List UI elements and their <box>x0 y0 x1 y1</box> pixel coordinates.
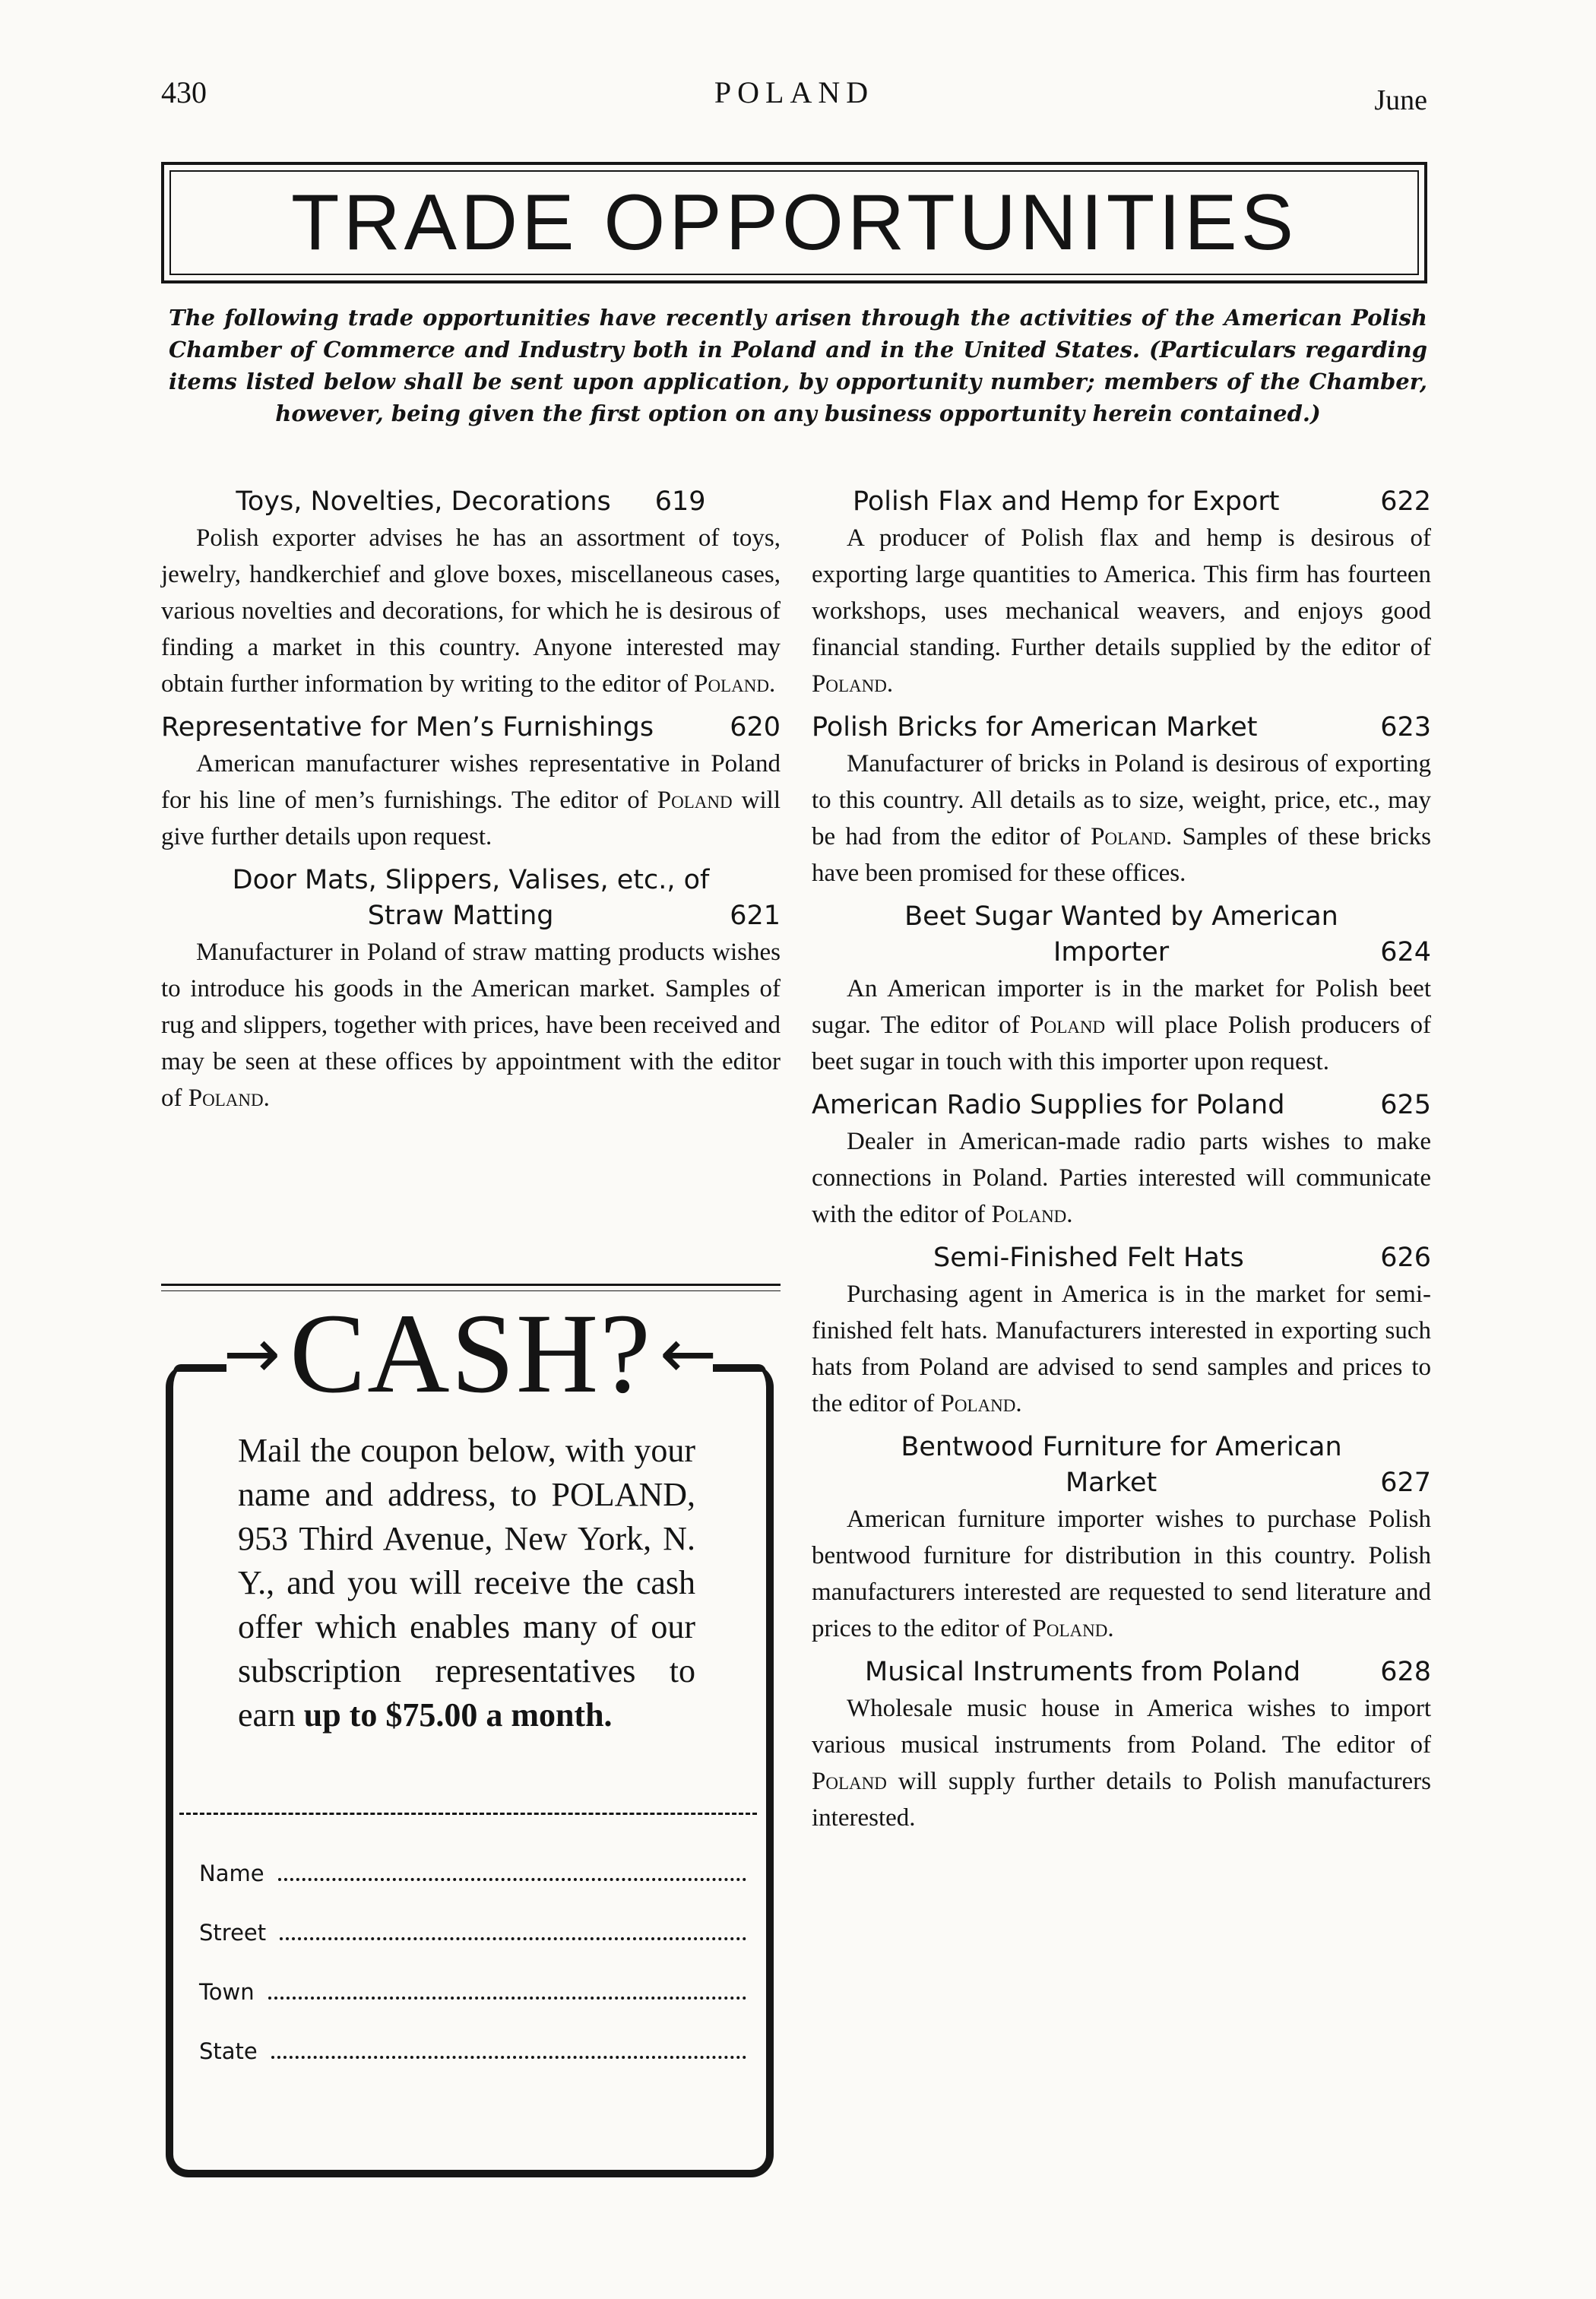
poland-name: Poland <box>657 787 733 814</box>
body-text-end: will supply further details to Polish manufacturers interested. <box>812 1768 1431 1832</box>
opportunity-body <box>812 1123 1431 1233</box>
poland-name: Poland <box>991 1201 1067 1228</box>
coupon-fill-line[interactable] <box>271 2041 746 2059</box>
body-text-end: . Samples of these bricks have been promised for these offices. <box>812 823 1431 887</box>
opportunity-heading <box>161 484 781 520</box>
ad-copy-emphasis: up to $75.00 a month. <box>303 1696 613 1734</box>
coupon-fill-line[interactable] <box>268 1981 746 2000</box>
body-text-end: . <box>1066 1201 1073 1228</box>
poland-name: Poland <box>1091 823 1167 850</box>
body-text: Manufacturer in Poland of straw matting products wishes to introduce his goods in the American market. Samples of rug and slippers, together with prices, have been received and may be seen at these offices by appointment with the editor of <box>161 939 781 1112</box>
opportunity-619 <box>161 484 781 702</box>
opportunity-title-line1: Door Mats, Slippers, Valises, etc., of <box>232 865 710 895</box>
body-text: Purchasing agent in America is in the market for semi-finished felt hats. Manufacturers interested in exporting such hats from Poland are advised to send samples and prices to the editor of <box>812 1281 1431 1417</box>
poland-name: Poland <box>1032 1615 1108 1642</box>
opportunity-heading <box>812 899 1431 971</box>
poland-name: Poland <box>812 1768 887 1795</box>
opportunity-number: 619 <box>654 486 706 517</box>
opportunity-title: Representative for Men’s Furnishings <box>161 712 654 743</box>
running-header <box>161 74 1427 120</box>
opportunity-625 <box>812 1088 1431 1233</box>
opportunity-heading <box>812 484 1431 520</box>
coupon-field-label: State <box>199 2038 258 2064</box>
opportunity-title-line1: Beet Sugar Wanted by American <box>904 901 1338 932</box>
ad-copy <box>238 1429 695 1737</box>
opportunity-title-line2: Straw Matting <box>367 901 554 931</box>
coupon-fill-line[interactable] <box>280 1922 746 1940</box>
body-text: An American importer is in the market for Polish beet sugar. The editor of <box>812 975 1431 1039</box>
poland-name: Poland <box>694 670 769 698</box>
poland-name: Poland <box>188 1085 264 1112</box>
coupon-field-label: Town <box>199 1979 255 2005</box>
poland-name: Poland <box>1030 1012 1106 1039</box>
opportunity-heading <box>161 710 781 746</box>
opportunity-title-line2: Importer <box>1053 937 1170 967</box>
opportunity-title: Semi-Finished Felt Hats <box>933 1243 1244 1273</box>
opportunity-body <box>812 971 1431 1080</box>
poland-name: Poland <box>812 670 887 698</box>
opportunity-heading <box>812 710 1431 746</box>
coupon-field-label: Name <box>199 1860 264 1886</box>
magazine-title: POLAND <box>714 75 875 109</box>
opportunity-title: American Radio Supplies for Poland <box>812 1090 1285 1120</box>
right-column <box>812 484 1431 1844</box>
opportunity-body <box>812 1690 1431 1836</box>
opportunity-number: 624 <box>1380 937 1431 967</box>
opportunity-number: 625 <box>1380 1090 1431 1120</box>
opportunity-621 <box>161 863 781 1116</box>
page-number: 430 <box>161 75 207 109</box>
opportunity-title: Polish Bricks for American Market <box>812 712 1258 743</box>
coupon-field-label: Street <box>199 1920 267 1946</box>
opportunity-heading <box>161 863 781 934</box>
coupon-fill-line[interactable] <box>278 1863 746 1881</box>
arrow-right-icon: → <box>223 1313 283 1394</box>
opportunity-number: 622 <box>1380 486 1431 517</box>
coupon-state-row[interactable] <box>199 2038 746 2098</box>
page-title: TRADE OPPORTUNITIES <box>169 170 1419 275</box>
body-text: American furniture importer wishes to purchase Polish bentwood furniture for distribution in this country. Polish manufacturers interested are requested to send literature and prices to the editor of <box>812 1506 1431 1642</box>
opportunity-title: Toys, Novelties, Decorations <box>236 486 611 517</box>
body-text-end: . <box>768 670 776 698</box>
body-text-end: . <box>1107 1615 1114 1642</box>
body-text: American manufacturer wishes representative in Poland for his line of men’s furnishings. The editor of <box>161 750 781 814</box>
opportunity-heading <box>812 1430 1431 1501</box>
opportunity-626 <box>812 1240 1431 1422</box>
opportunity-body <box>161 934 781 1116</box>
opportunity-heading <box>812 1240 1431 1276</box>
opportunity-number: 626 <box>1380 1243 1431 1273</box>
opportunity-body <box>812 1276 1431 1422</box>
opportunity-heading <box>812 1088 1431 1123</box>
opportunity-623 <box>812 710 1431 891</box>
opportunity-title-line1: Bentwood Furniture for American <box>901 1432 1342 1462</box>
intro-paragraph: The following trade opportunities have recently arisen through the activities of the American Polish Chamber of Commerce and Industry both in Poland and in the United States. (Particulars regarding items listed below shall be sent upon application, by opportunity number; members of the Chamber, however, being given the first option on any business opportunity herein contained.) <box>169 305 1427 426</box>
arrow-left-icon: ← <box>659 1313 719 1394</box>
body-text: Polish exporter advises he has an assortment of toys, jewelry, handkerchief and glove boxes, miscellaneous cases, various novelties and decorations, for which he is desirous of finding a market in this country. Anyone interested may obtain further information by writing to the editor of <box>161 524 781 698</box>
opportunity-number: 623 <box>1380 712 1431 743</box>
opportunity-body <box>812 1501 1431 1647</box>
body-text: Wholesale music house in America wishes to import various musical instruments from Poland. The editor of <box>812 1695 1431 1759</box>
body-text: Manufacturer of bricks in Poland is desirous of exporting to this country. All details as to size, weight, price, etc., may be had from the editor of <box>812 750 1431 850</box>
opportunity-body <box>161 746 781 855</box>
coupon-cut-line <box>179 1813 757 1815</box>
poland-name: Poland <box>940 1390 1016 1417</box>
coupon-street-row[interactable] <box>199 1920 746 1979</box>
opportunity-body <box>161 520 781 702</box>
opportunity-body <box>812 746 1431 891</box>
body-text: A producer of Polish flax and hemp is desirous of exporting large quantities to America. This firm has fourteen workshops, uses mechanical weavers, and enjoys good financial standing. Further details supplied by the editor of <box>812 524 1431 661</box>
opportunity-title-line2: Market <box>1065 1468 1157 1498</box>
opportunity-622 <box>812 484 1431 702</box>
opportunity-body <box>812 520 1431 702</box>
body-text: Dealer in American-made radio parts wishes to make connections in Poland. Parties interested will communicate with the editor of <box>812 1128 1431 1228</box>
body-text-end: . <box>886 670 894 698</box>
opportunity-number: 620 <box>730 712 781 743</box>
body-text-end: will place Polish producers of beet sugar in touch with this importer upon request. <box>812 1012 1431 1075</box>
opportunity-620 <box>161 710 781 855</box>
title-frame <box>161 162 1427 283</box>
body-text-end: . <box>263 1085 270 1112</box>
opportunity-628 <box>812 1655 1431 1836</box>
opportunity-number: 627 <box>1380 1468 1431 1498</box>
cash-word: CASH? <box>290 1290 652 1417</box>
opportunity-number: 621 <box>730 901 781 931</box>
opportunity-number: 628 <box>1380 1657 1431 1687</box>
opportunity-title: Polish Flax and Hemp for Export <box>853 486 1280 517</box>
left-column <box>161 484 781 1124</box>
coupon-town-row[interactable] <box>199 1979 746 2038</box>
body-text-end: . <box>1015 1390 1022 1417</box>
body-text-end: will give further details upon request. <box>161 787 781 850</box>
opportunity-627 <box>812 1430 1431 1647</box>
ad-copy-text: Mail the coupon below, with your name and address, to POLAND, 953 Third Avenue, New York, N. Y., and you will receive the cash offer which enables many of our subscription representatives to earn <box>238 1432 695 1734</box>
opportunity-title: Musical Instruments from Poland <box>865 1657 1301 1687</box>
opportunity-heading <box>812 1655 1431 1690</box>
opportunity-624 <box>812 899 1431 1080</box>
cash-headline <box>161 1290 781 1417</box>
coupon-name-row[interactable] <box>199 1860 746 1920</box>
coupon-form <box>199 1860 746 2098</box>
issue-month: June <box>1374 84 1427 116</box>
